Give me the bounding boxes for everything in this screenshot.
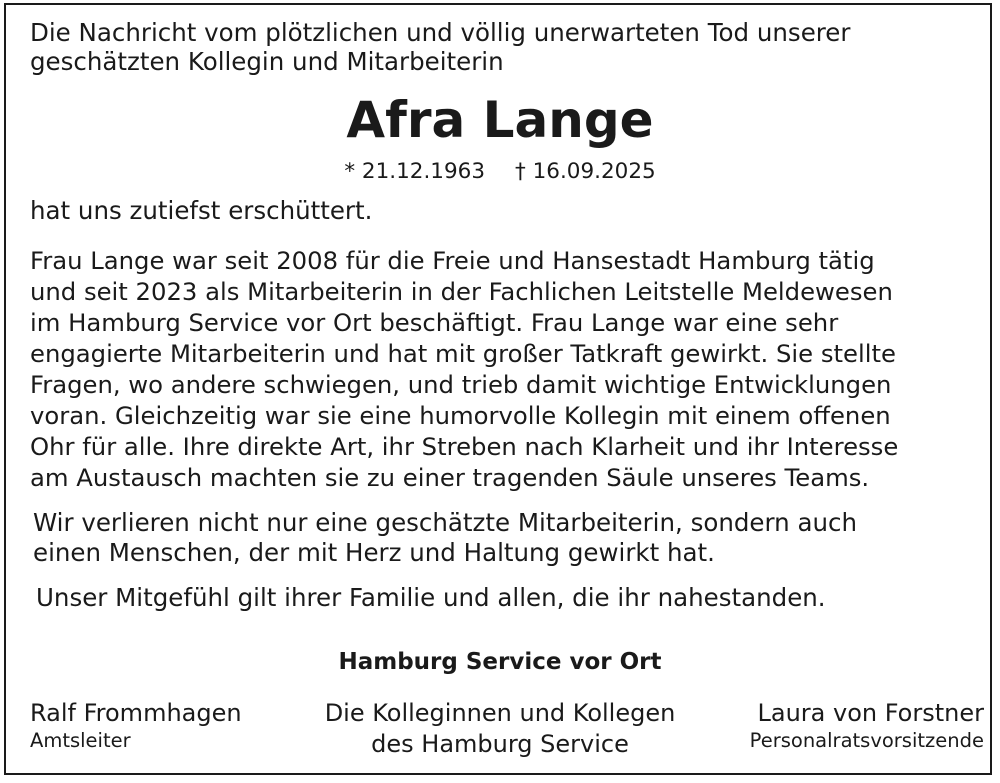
paragraph-line: einen Menschen, der mit Herz und Haltung gewirkt hat. [33, 538, 715, 567]
condolence-paragraph: Unser Mitgefühl gilt ihrer Familie und allen, die ihr nahestanden. [36, 583, 826, 612]
deceased-name: Afra Lange [346, 91, 654, 149]
death-date: † 16.09.2025 [515, 159, 656, 184]
paragraph-line: Frau Lange war seit 2008 für die Freie und Hansestadt Hamburg tätig [30, 246, 875, 275]
signature-center-line: des Hamburg Service [371, 730, 629, 758]
signature-center-line: Die Kolleginnen und Kollegen [324, 699, 676, 727]
paragraph-line: im Hamburg Service vor Ort beschäftigt. Frau Lange war eine sehr [30, 308, 839, 337]
intro-text [30, 18, 850, 76]
paragraph-line: Fragen, wo andere schwiegen, und trieb damit wichtige Entwicklungen [30, 370, 892, 399]
paragraph-line: Wir verlieren nicht nur eine geschätzte Mitarbeiterin, sondern auch [33, 508, 857, 537]
signature-center [300, 698, 700, 760]
paragraph-line: voran. Gleichzeitig war sie eine humorvolle Kollegin mit einem offenen [30, 401, 891, 430]
signature-right-role: Personalratsvorsitzende [749, 729, 984, 752]
loss-paragraph [33, 508, 857, 568]
birth-date: * 21.12.1963 [344, 159, 485, 184]
intro-line: Die Nachricht vom plötzlichen und völlig unerwarteten Tod unserer [30, 18, 851, 47]
signature-left-role: Amtsleiter [30, 729, 131, 752]
signature-right-name: Laura von Forstner [757, 699, 984, 727]
signature-left-name: Ralf Frommhagen [30, 699, 242, 727]
life-dates [0, 158, 1000, 186]
shaken-text: hat uns zutiefst erschüttert. [30, 196, 373, 225]
organization-name: Hamburg Service vor Ort [338, 649, 662, 675]
tribute-paragraph [30, 245, 898, 493]
intro-line: geschätzten Kollegin und Mitarbeiterin [30, 47, 504, 76]
paragraph-line: engagierte Mitarbeiterin und hat mit großer Tatkraft gewirkt. Sie stellte [30, 339, 896, 368]
paragraph-line: Ohr für alle. Ihre direkte Art, ihr Streben nach Klarheit und ihr Interesse [30, 432, 899, 461]
paragraph-line: und seit 2023 als Mitarbeiterin in der Fachlichen Leitstelle Meldewesen [30, 277, 893, 306]
paragraph-line: am Austausch machten sie zu einer tragenden Säule unseres Teams. [30, 463, 870, 492]
